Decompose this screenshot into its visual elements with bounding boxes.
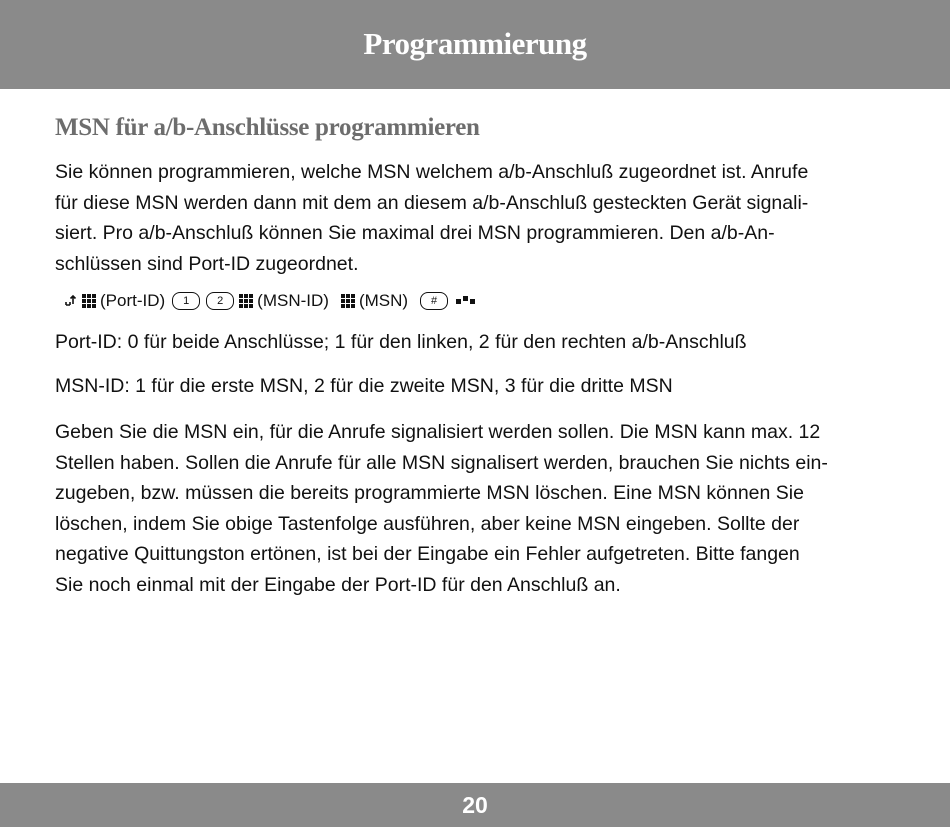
intro-line: für diese MSN werden dann mit dem an diesem a/b-Anschluß gesteckten Gerät signali- [55, 191, 809, 214]
hangup-icon [455, 295, 477, 307]
port-id-label: (Port-ID) [100, 291, 166, 310]
intro-line: schlüssen sind Port-ID zugeordnet. [55, 252, 359, 275]
hash-key: # [420, 292, 448, 310]
key-sequence [64, 288, 477, 314]
msn-label: (MSN) [358, 291, 409, 310]
page-footer [0, 783, 950, 827]
body-line: zugeben, bzw. müssen die bereits programmierte MSN löschen. Eine MSN können Sie [55, 482, 804, 504]
handset-lift-icon [64, 294, 78, 308]
body-line: Geben Sie die MSN ein, für die Anrufe signalisiert werden sollen. Die MSN kann max. 12 [55, 421, 821, 443]
msn-id-label: (MSN-ID) [257, 291, 329, 310]
page-title: Programmierung [363, 26, 587, 61]
keypad-icon [239, 294, 253, 308]
key-1: 1 [172, 292, 200, 310]
port-id-note: Port-ID: 0 für beide Anschlüsse; 1 für den linken, 2 für den rechten a/b-Anschluß [55, 331, 747, 353]
intro-line: Sie können programmieren, welche MSN welchem a/b-Anschluß zugeordnet ist. Anrufe [55, 161, 809, 183]
intro-paragraph [55, 157, 905, 279]
key-2: 2 [206, 292, 234, 310]
keypad-icon [341, 294, 355, 308]
section-heading: MSN für a/b-Anschlüsse programmieren [55, 114, 480, 141]
body-line: löschen, indem Sie obige Tastenfolge ausführen, aber keine MSN eingeben. Sollte der [55, 512, 800, 535]
body-line: Sie noch einmal mit der Eingabe der Port-ID für den Anschluß an. [55, 573, 621, 596]
body-paragraph [55, 417, 905, 600]
page-header [0, 0, 950, 89]
body-line: Stellen haben. Sollen die Anrufe für alle MSN signalisert werden, brauchen Sie nichts ein- [55, 451, 828, 474]
intro-line: siert. Pro a/b-Anschluß können Sie maximal drei MSN programmieren. Den a/b-An- [55, 222, 775, 244]
body-line: negative Quittungston ertönen, ist bei der Eingabe ein Fehler aufgetreten. Bitte fangen [55, 543, 800, 565]
keypad-icon [82, 294, 96, 308]
msn-id-note: MSN-ID: 1 für die erste MSN, 2 für die zweite MSN, 3 für die dritte MSN [55, 375, 673, 397]
page-number: 20 [462, 792, 488, 818]
